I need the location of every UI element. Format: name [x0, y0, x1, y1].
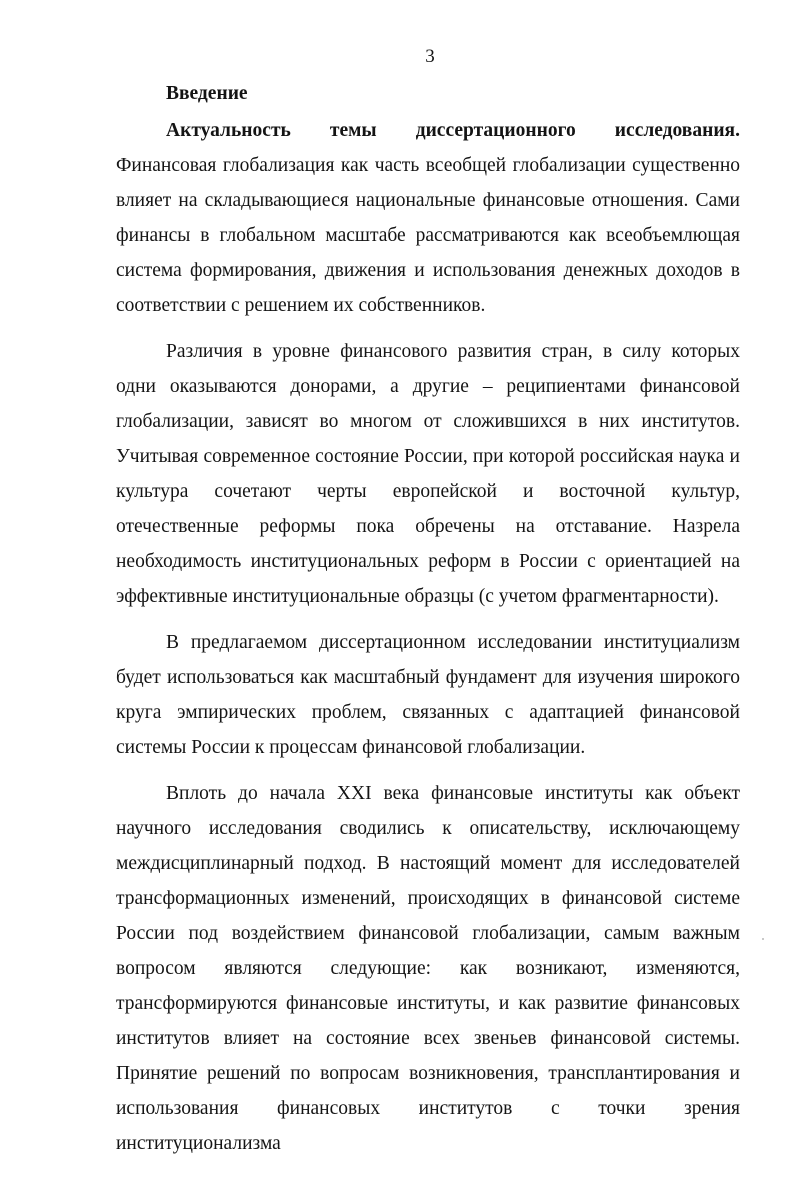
- scan-speck: [762, 938, 764, 940]
- paragraph-lead-relevance: Актуальность темы диссертационного исследования.: [166, 120, 740, 141]
- page-number: 3: [425, 46, 435, 67]
- body-text: [116, 113, 740, 1161]
- section-heading: Введение: [166, 83, 248, 104]
- paragraph-differences: Различия в уровне финансового развития стран, в силу которых одни оказываются донорами, а другие – реципиентами финансовой глобализации, зависят во многом от сложившихся в них институтов. Учитывая современное состояние России, при которой российская наука и культура сочетают черты европейской и восточной культур, отечественные реформы пока обречены на отставание. Назрела необходимость институциональных реформ в России с ориентацией на эффективные институциональные образцы (с учетом фрагментарности).: [116, 341, 740, 607]
- paragraph-relevance: [116, 113, 740, 323]
- paragraph-institutionalism: В предлагаемом диссертационном исследовании институциализм будет использоваться как масштабный фундамент для изучения широкого круга эмпирических проблем, связанных с адаптацией финансовой системы России к процессам финансовой глобализации.: [116, 632, 740, 758]
- paragraph-financial-institutes: Вплоть до начала XXI века финансовые институты как объект научного исследования сводились к описательству, исключающему междисциплинарный подход. В настоящий момент для исследователей трансформационных изменений, происходящих в финансовой системе России под воздействием финансовой глобализации, самым важным вопросом являются следующие: как возникают, изменяются, трансформируются финансовые институты, и как развитие финансовых институтов влияет на состояние всех звеньев финансовой системы. Принятие решений по вопросам возникновения, трансплантирования и использования финансовых институтов с точки зрения институционализма: [116, 783, 740, 1154]
- paragraph-text-relevance: Финансовая глобализация как часть всеобщей глобализации существенно влияет на складывающиеся национальные финансовые отношения. Сами финансы в глобальном масштабе рассматриваются как всеобъемлющая система формирования, движения и использования денежных доходов в соответствии с решением их собственников.: [116, 155, 740, 316]
